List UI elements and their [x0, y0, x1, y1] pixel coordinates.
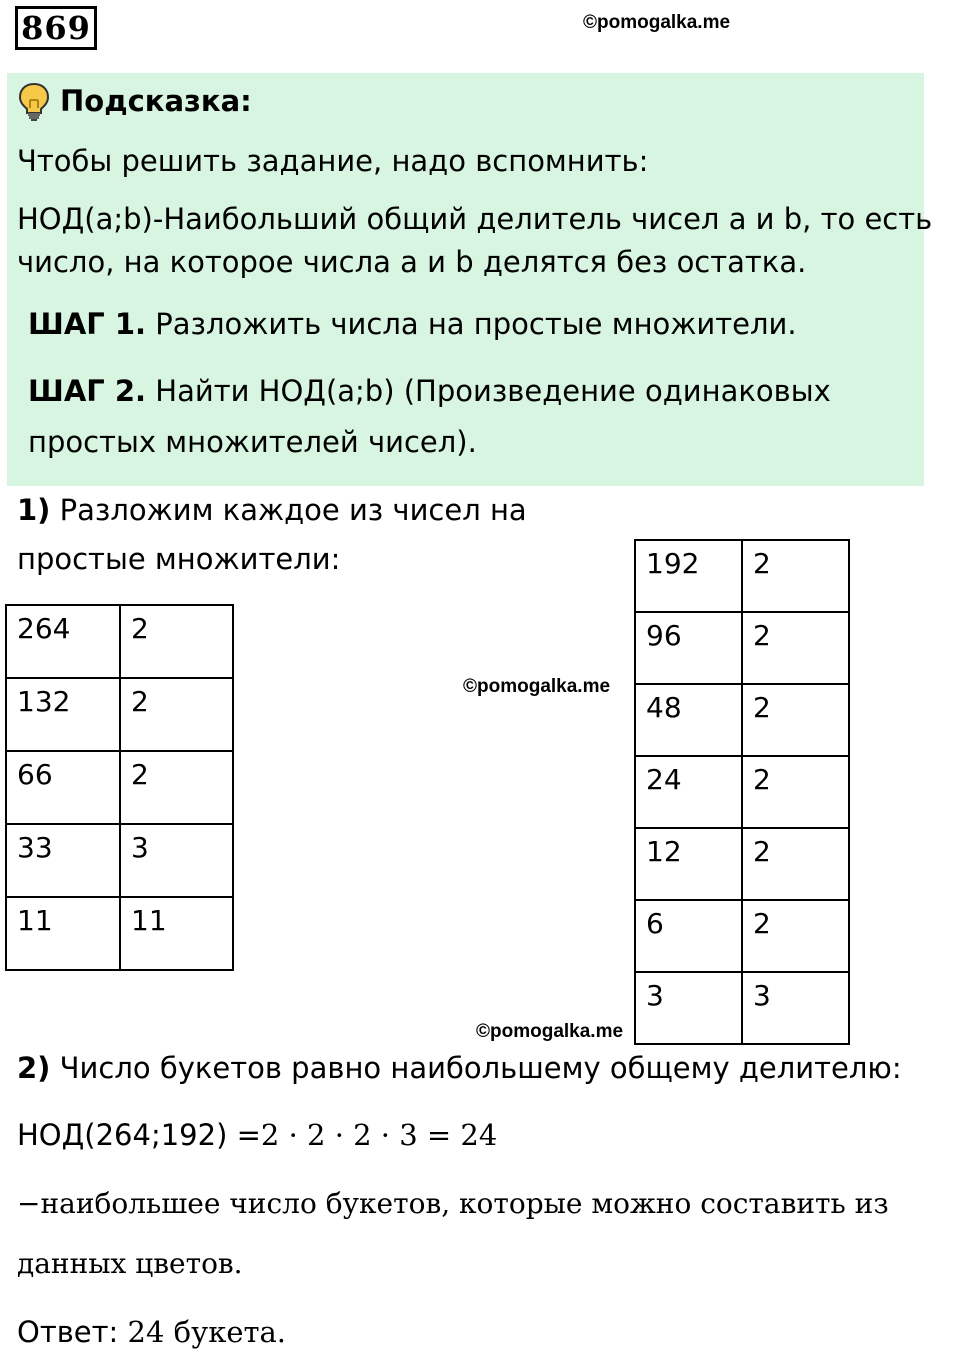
- lightbulb-icon: [17, 82, 51, 122]
- hint-step2: [28, 373, 831, 409]
- hint-title: Подсказка:: [60, 84, 252, 118]
- hint-step2-line2: простых множителей чисел).: [28, 425, 477, 459]
- table-row: [635, 612, 849, 684]
- table-row: [6, 824, 233, 897]
- divisor-cell: 2: [742, 900, 849, 972]
- hint-definition-line1: НОД(a;b)-Наибольший общий делитель чисел a и b, то есть: [17, 202, 933, 236]
- divisor-cell: 2: [120, 605, 233, 678]
- table-row: [635, 684, 849, 756]
- dividend-cell: 192: [635, 540, 742, 612]
- dividend-cell: 48: [635, 684, 742, 756]
- dividend-cell: 24: [635, 756, 742, 828]
- factor-table-192: [634, 539, 850, 1045]
- gcd-formula: [17, 1117, 497, 1153]
- table-row: [6, 605, 233, 678]
- divisor-cell: 11: [120, 897, 233, 970]
- dividend-cell: 264: [6, 605, 120, 678]
- answer-value: 24 букета.: [127, 1315, 287, 1349]
- watermark-bottom: ©pomogalka.me: [476, 1021, 624, 1042]
- dividend-cell: 3: [635, 972, 742, 1044]
- part1-text: [17, 492, 527, 528]
- dividend-cell: 6: [635, 900, 742, 972]
- step2-text-line1: Найти НОД(a;b) (Произведение одинаковых: [146, 374, 831, 408]
- dividend-cell: 12: [635, 828, 742, 900]
- step1-label: ШАГ 1.: [28, 307, 147, 341]
- part1-label: 1): [17, 493, 51, 527]
- table-row: [6, 897, 233, 970]
- dividend-cell: 96: [635, 612, 742, 684]
- hint-step1: [28, 306, 797, 342]
- task-number: 869: [15, 6, 97, 50]
- divisor-cell: 2: [742, 612, 849, 684]
- hint-definition-line2: число, на которое числа a и b делятся без остатка.: [17, 245, 807, 279]
- watermark-middle: ©pomogalka.me: [463, 676, 611, 697]
- part1-line2: простые множители:: [17, 542, 341, 576]
- divisor-cell: 3: [742, 972, 849, 1044]
- dividend-cell: 66: [6, 751, 120, 824]
- hint-intro: Чтобы решить задание, надо вспомнить:: [17, 144, 649, 178]
- part2-label: 2): [17, 1051, 51, 1085]
- factor-table-264: [5, 604, 234, 971]
- table-row: [635, 900, 849, 972]
- step2-label: ШАГ 2.: [28, 374, 147, 408]
- table-row: [6, 751, 233, 824]
- divisor-cell: 3: [120, 824, 233, 897]
- dividend-cell: 132: [6, 678, 120, 751]
- formula-expression: 2 · 2 · 2 · 3 = 24: [260, 1118, 498, 1152]
- table-row: [635, 756, 849, 828]
- part1-line1: Разложим каждое из чисел на: [50, 493, 527, 527]
- divisor-cell: 2: [742, 828, 849, 900]
- table-row: [6, 678, 233, 751]
- divisor-cell: 2: [120, 678, 233, 751]
- conclusion-line1: −наибольшее число букетов, которые можно составить из: [17, 1187, 889, 1220]
- formula-prefix: НОД(264;192) =: [17, 1118, 261, 1152]
- divisor-cell: 2: [742, 756, 849, 828]
- divisor-cell: 2: [742, 684, 849, 756]
- dividend-cell: 33: [6, 824, 120, 897]
- divisor-cell: 2: [120, 751, 233, 824]
- table-row: [635, 540, 849, 612]
- dividend-cell: 11: [6, 897, 120, 970]
- table-row: [635, 828, 849, 900]
- watermark-top: ©pomogalka.me: [583, 12, 731, 33]
- part2-sentence: Число букетов равно наибольшему общему делителю:: [50, 1051, 902, 1085]
- answer: [17, 1314, 286, 1350]
- table-row: [635, 972, 849, 1044]
- part2-text: [17, 1050, 902, 1086]
- divisor-cell: 2: [742, 540, 849, 612]
- answer-label: Ответ:: [17, 1315, 128, 1349]
- conclusion-line2: данных цветов.: [17, 1247, 243, 1280]
- step1-text: Разложить числа на простые множители.: [146, 307, 797, 341]
